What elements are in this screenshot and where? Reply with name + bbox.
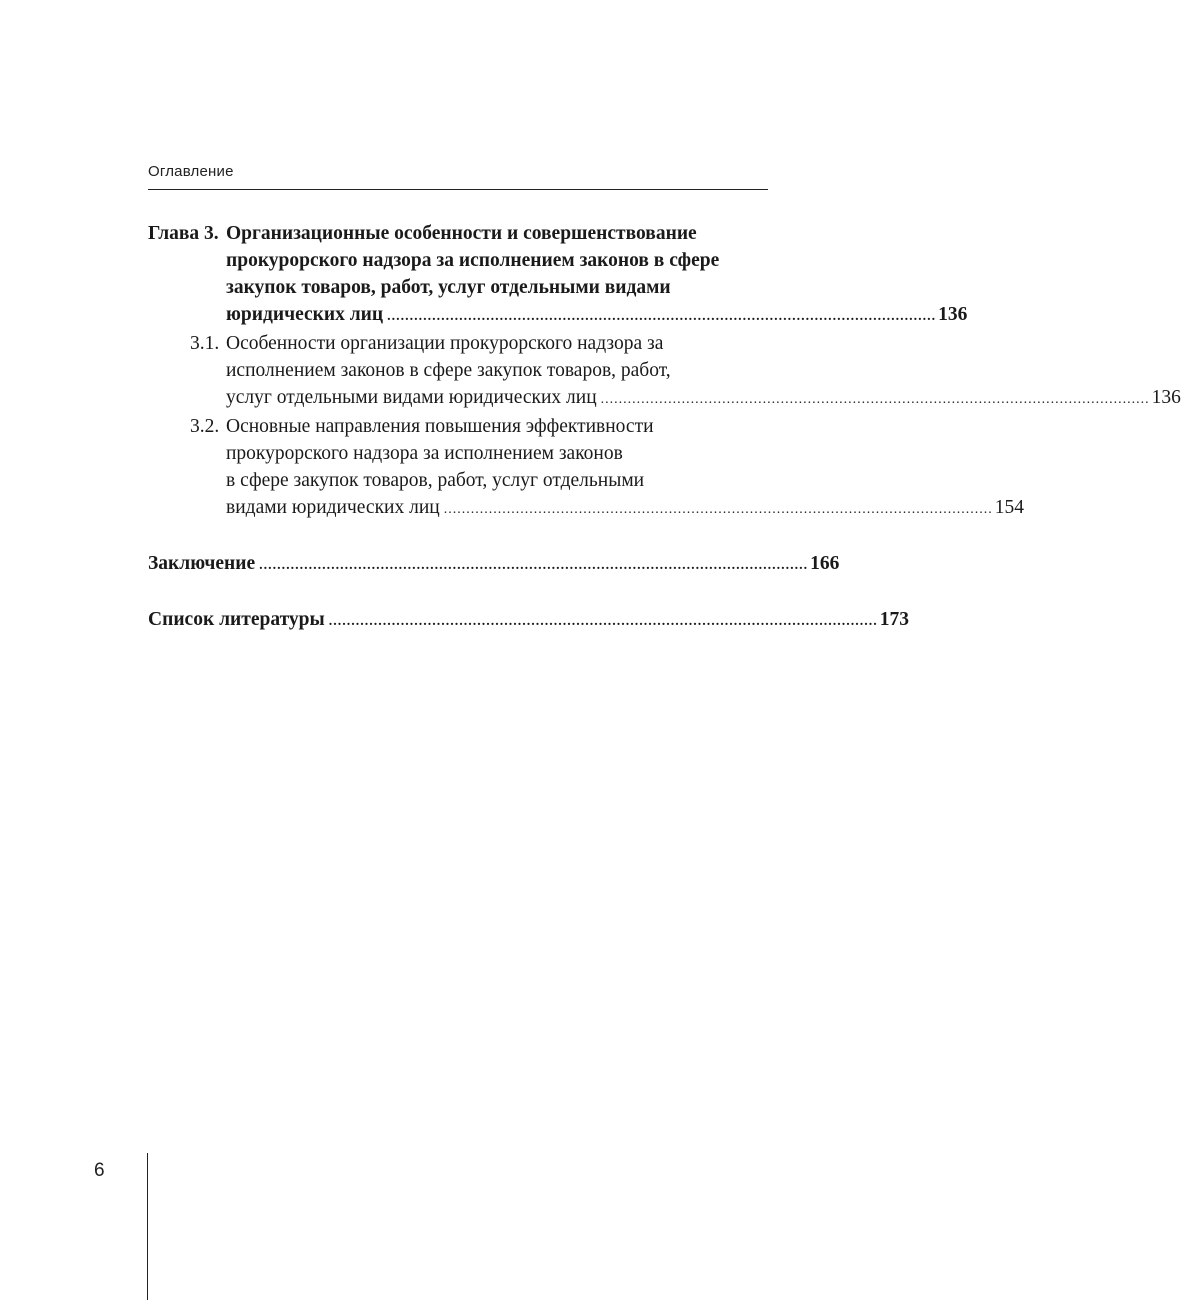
page-number-ref: 136 — [1151, 387, 1181, 408]
page-number-ref: 136 — [938, 304, 968, 325]
dot-leader: .......................................................................................................................... — [259, 558, 809, 573]
toc-entry-line: закупок товаров, работ, услуг отдельными видами — [226, 277, 671, 298]
toc-entry-title: Основные направления повышения эффективности — [226, 416, 654, 437]
running-head: Оглавление — [148, 163, 234, 180]
toc-entry-line: прокурорского надзора за исполнением законов — [226, 443, 623, 464]
toc-entry-line — [148, 301, 968, 330]
toc-entry-title-end: услуг отдельными видами юридических лиц — [226, 387, 597, 408]
dot-leader: .......................................................................................................................... — [600, 392, 1150, 407]
chapter-label: Глава 3. — [148, 223, 219, 244]
spacer — [148, 579, 768, 606]
toc-entry-title: Организационные особенности и совершенствование — [226, 223, 697, 244]
header-rule — [148, 189, 768, 190]
toc-entry-title-end: видами юридических лиц — [226, 497, 440, 518]
page-number-ref: 166 — [810, 553, 840, 574]
spacer — [148, 523, 768, 550]
toc-entry-section-3-2[interactable] — [148, 413, 1024, 523]
toc-entry-line — [190, 384, 1181, 413]
page-number-ref: 154 — [994, 497, 1024, 518]
toc-entry-line: прокурорского надзора за исполнением законов в сфере — [226, 250, 720, 271]
margin-rule — [147, 1153, 148, 1300]
toc-entry-line: в сфере закупок товаров, работ, услуг отдельными — [226, 470, 645, 491]
toc-entry-bibliography[interactable] — [148, 606, 909, 635]
dot-leader: .......................................................................................................................... — [443, 502, 993, 517]
toc-entry-chapter-3[interactable] — [148, 220, 968, 330]
dot-leader: .......................................................................................................................... — [328, 614, 878, 629]
toc-entry-line — [190, 494, 1024, 523]
toc-entry-title: Особенности организации прокурорского надзора за — [226, 333, 664, 354]
toc-entry-line — [190, 413, 768, 440]
toc-entry-conclusion[interactable] — [148, 550, 840, 579]
dot-leader: .......................................................................................................................... — [387, 309, 937, 324]
toc-entry-line: исполнением законов в сфере закупок товаров, работ, — [226, 360, 671, 381]
page-number-ref: 173 — [879, 609, 909, 630]
page-number: 6 — [94, 1160, 105, 1181]
toc-entry-line — [148, 220, 768, 247]
toc-entry-title: Список литературы — [148, 609, 325, 630]
table-of-contents — [148, 220, 1181, 635]
toc-entry-section-3-1[interactable] — [148, 330, 1181, 413]
section-label: 3.1. — [190, 333, 220, 354]
section-label: 3.2. — [190, 416, 220, 437]
toc-entry-line — [190, 330, 768, 357]
toc-entry-title: Заключение — [148, 553, 256, 574]
toc-entry-title-end: юридических лиц — [226, 304, 384, 325]
